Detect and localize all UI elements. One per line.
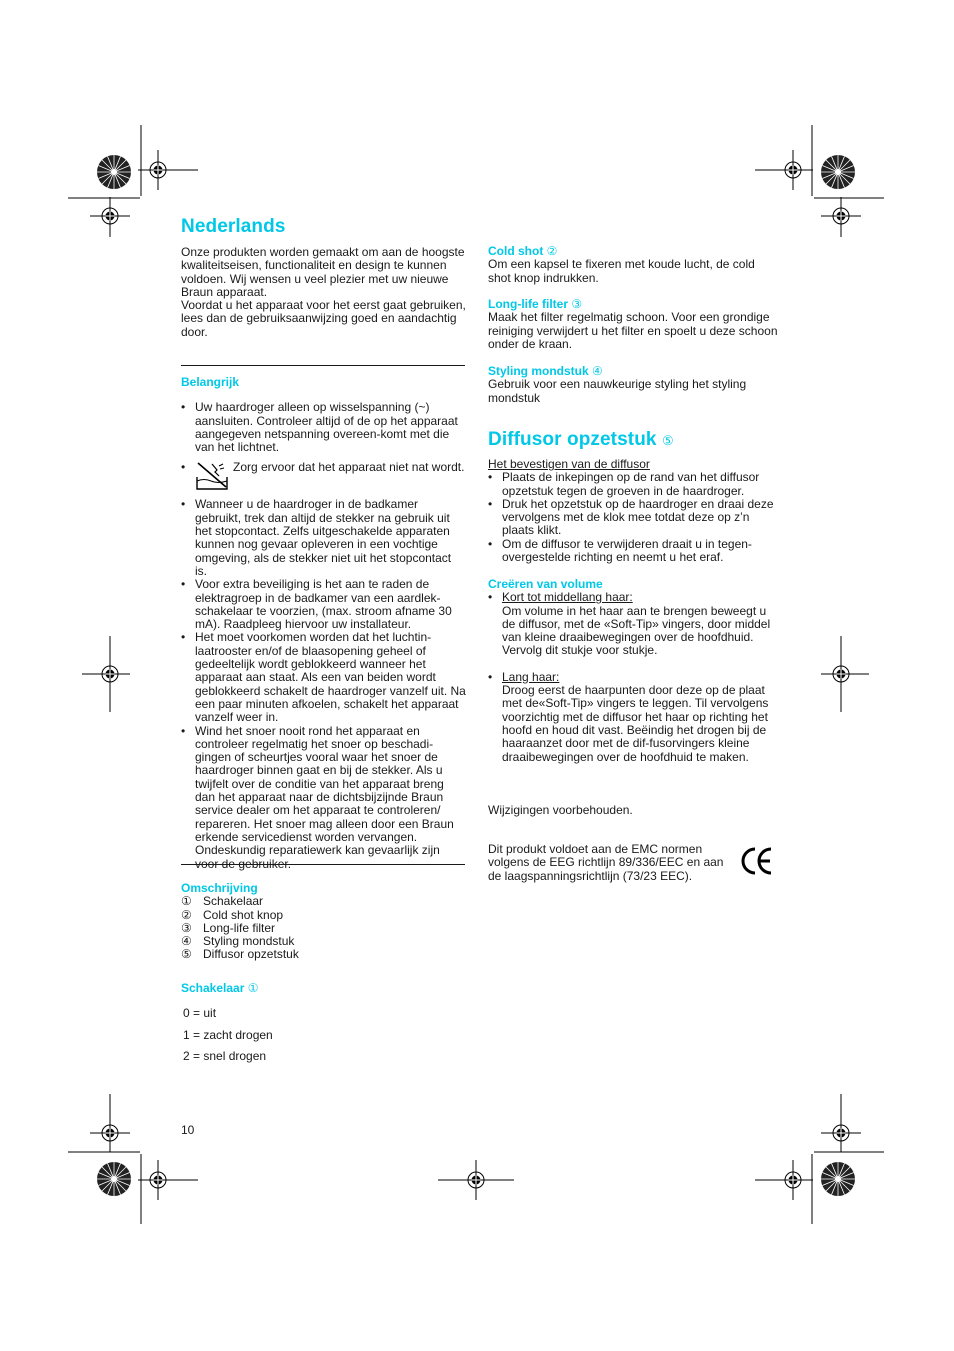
important-heading: Belangrijk [181, 375, 240, 389]
switch-setting-0: 0 = uit [183, 1006, 217, 1020]
description-heading: Omschrijving [181, 881, 258, 895]
list-item: • Wind het snoer nooit rond het apparaat en controleer regelmatig het snoer op beschadi-gingen of scheurtjes vooral waar het snoer de haardroger binnen gaat en bij de stekker. Als u twijfelt over de conditie van het apparaat breng dan het apparaat naar de dichtsbijzijnde Braun service dealer om het apparaat te controleren/ repareren. Het snoer mag alleen door een Braun erkende servicedienst worden vervangen. Ondeskundig reparatiewerk kan gevaarlijk zijn voor de gebruiker. [181, 723, 454, 871]
diffusor-list [488, 471, 778, 564]
list-item: ③ Long-life filter [181, 920, 276, 935]
list-item: ② Cold shot knop [181, 907, 284, 922]
intro-block [181, 246, 466, 339]
diffusor-section [488, 458, 778, 564]
color-wheel-icon [97, 155, 131, 189]
intro-text: Onze produkten worden gemaakt om aan de hoogste kwaliteitseisen, functionaliteit en design te kunnen voldoen. Wij wensen u veel plezier met uw nieuwe Braun apparaat. [181, 245, 465, 299]
cold-shot-heading: Cold shot ② [488, 244, 558, 258]
list-item: • Zorg ervoor dat het apparaat niet nat wordt. [181, 461, 466, 491]
ce-mark-icon [740, 846, 774, 876]
diffusor-attach-title: Het bevestigen van de diffusor [488, 457, 650, 471]
list-item: • Voor extra beveiliging is het aan te raden de elektragroep in de badkamer van een aardlek-schakelaar te voorzien, (max. stroom afname 30 mA). Raadpleeg hiervoor uw installateur. [181, 577, 452, 632]
changes-reserved: Wijzigingen voorbehouden. [488, 803, 633, 817]
list-item: • Druk het opzetstuk op de haardroger en draai deze vervolgens met de klok mee totdat deze op z’n plaats klikt. [488, 496, 774, 538]
long-life-text: Maak het filter regelmatig schoon. Voor een grondige reiniging verwijdert u het filter en spoelt u deze schoon onder de kraan. [488, 310, 778, 351]
important-list [181, 401, 466, 871]
divider [181, 864, 465, 865]
list-item: • Lang haar: Droog eerst de haarpunten door deze op de plaat met de«Soft-Tip» vingers te leggen. Til vervolgens voorzichtig met de diffusor het haar op richting het hoofd en houd dit vast. Beëindig het drogen bij de haaraanzet door met de dif-fusorvingers kleine draaibewegingen over de hoofdhuid te maken. [488, 669, 769, 764]
cold-shot-section [488, 245, 778, 285]
color-wheel-icon [821, 1162, 855, 1196]
long-life-heading: Long-life filter ③ [488, 297, 583, 311]
list-item: • Wanneer u de haardroger in de badkamer gebruikt, trek dan altijd de stekker na gebruik uit het stopcontact. Zelfs uitgeschakelde apparaten kunnen nog gevaar opleveren in een vochtige omgeving, als de stekker niet uit het stopcontact is. [181, 497, 452, 578]
styling-text: Gebruik voor een nauwkeurige styling het styling mondstuk [488, 377, 747, 405]
page-title: Nederlands [181, 216, 286, 237]
diffusor-heading: Diffusor opzetstuk ⑤ [488, 429, 674, 450]
intro-text-2: Voordat u het apparaat voor het eerst gaat gebruiken, lees dan de gebruiksaanwijzing goed en aandachtig door. [181, 298, 466, 339]
cold-shot-text: Om een kapsel te fixeren met koude lucht, de cold shot knop indrukken. [488, 257, 755, 285]
description-list [181, 895, 466, 961]
color-wheel-icon [821, 155, 855, 189]
no-water-icon [195, 461, 229, 491]
list-item: • Plaats de inkepingen op de rand van het diffusor opzetstuk tegen de groeven in de haardroger. [488, 470, 760, 498]
list-item: • Om de diffusor te verwijderen draait u in tegen-overgestelde richting en neemt u het eraf. [488, 536, 752, 565]
switch-heading: Schakelaar ① [181, 981, 259, 995]
description-section [181, 882, 466, 962]
list-item: • Het moet voorkomen worden dat het luchtin-laatrooster en/of de blaasopening geheel of gedeeltelijk wordt geblokkeerd wanneer het apparaat aan staat. Als een van beiden wordt geblokkeerd schakelt de haardroger vanzelf uit. Na een paar minuten afkoelen, schakelt het apparaat vanzelf weer in. [181, 630, 466, 725]
styling-section [488, 365, 778, 405]
important-section [181, 376, 466, 871]
page-number: 10 [181, 1123, 195, 1137]
switch-setting-1: 1 = zacht drogen [183, 1028, 273, 1042]
list-item: ④ Styling mondstuk [181, 934, 295, 949]
switch-setting-2: 2 = snel drogen [183, 1049, 267, 1063]
volume-section [488, 578, 778, 764]
color-wheel-icon [97, 1162, 131, 1196]
list-item: ① Schakelaar [181, 894, 264, 909]
styling-heading: Styling mondstuk ④ [488, 364, 603, 378]
emc-text: Dit produkt voldoet aan de EMC normen volgens de EEG richtlijn 89/336/EEC en aan de laagspanningsrichtlijn (73/23 EEC). [488, 842, 724, 883]
list-item: • Uw haardroger alleen op wisselspanning (~) aansluiten. Controleer altijd of de op het apparaat aangegeven netspanning overeen-komt met die van het lichtnet. [181, 400, 458, 455]
list-item: • Kort tot middellang haar: Om volume in het haar aan te brengen beweegt u de diffusor, met de «Soft-Tip» vingers, door middel van kleine draaibewegingen over de hoofdhuid. Vervolg dit stukje voor stukje. [488, 590, 771, 658]
volume-list [488, 591, 778, 764]
volume-heading: Creëren van volume [488, 577, 603, 591]
long-life-section [488, 298, 778, 351]
list-item: ⑤ Diffusor opzetstuk [181, 947, 299, 962]
switch-section [181, 981, 466, 1063]
divider [181, 365, 465, 366]
